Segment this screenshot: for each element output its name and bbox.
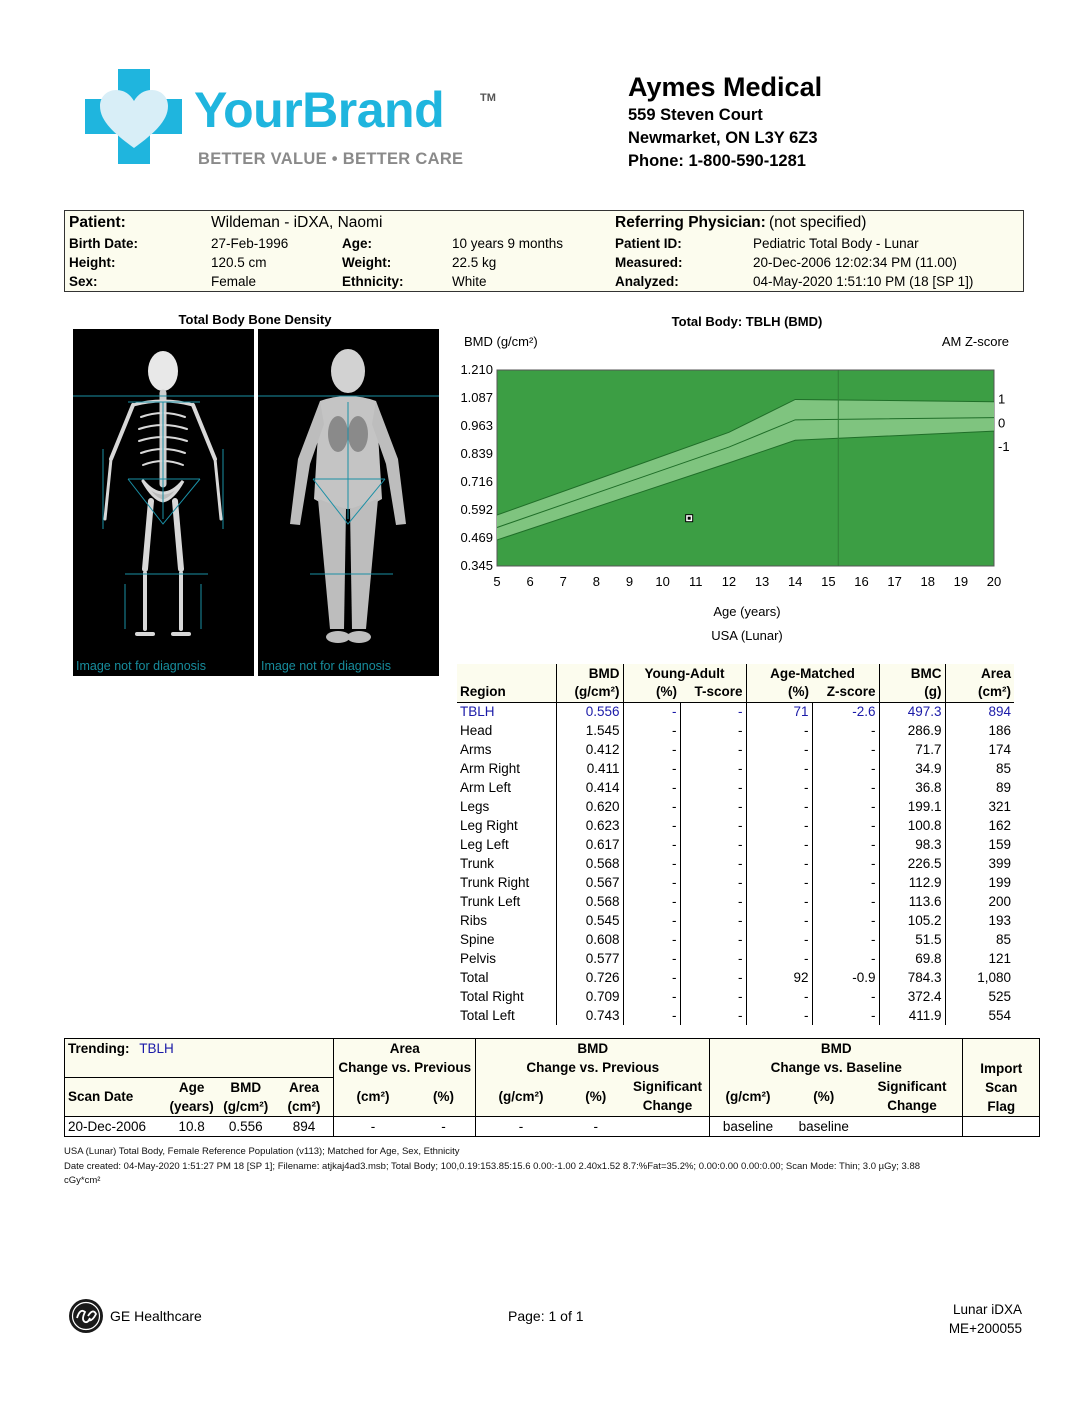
value-cell: - bbox=[746, 778, 812, 797]
value-cell: - bbox=[680, 968, 746, 987]
value-cell: 0.623 bbox=[556, 816, 623, 835]
scan-details-note: Date created: 04-May-2020 1:51:27 PM 18 [SP 1]; Filename: atjkaj4ad3.msb; Total Body; 100,0.19:153.85:15.6 0.00:-1.00 2.40x1.52 8.7:%Fat=35.2%; 0.00:0.00 0.00:0.00; Scan Mode: Thin; 3.0 µGy; 3.88 bbox=[64, 1161, 921, 1172]
trend-value-cell: - bbox=[334, 1116, 412, 1136]
value-cell: 554 bbox=[988, 1007, 1011, 1023]
value-cell: 199.1 bbox=[879, 797, 945, 816]
table-row bbox=[457, 987, 1014, 1006]
table-row bbox=[457, 740, 1014, 759]
trending-table bbox=[64, 1038, 1040, 1137]
value-cell: - bbox=[812, 873, 879, 892]
value-cell: - bbox=[812, 740, 879, 759]
area-unit-header: (cm²) bbox=[287, 1098, 321, 1114]
patient-info-box bbox=[64, 210, 1024, 292]
bmd-base-change-header: Change bbox=[887, 1098, 937, 1114]
physician-value: (not specified) bbox=[769, 214, 867, 231]
trend-value-cell: baseline bbox=[710, 1116, 786, 1136]
header-young-adult: Young-Adult bbox=[623, 664, 746, 683]
measured-label: Measured: bbox=[615, 255, 683, 270]
scan-title: Total Body Bone Density bbox=[178, 312, 332, 327]
sex-value: Female bbox=[211, 274, 257, 289]
import-scan-title: Scan bbox=[985, 1079, 1018, 1095]
value-cell: 105.2 bbox=[879, 911, 945, 930]
value-cell: - bbox=[746, 1006, 812, 1025]
z-score-label: -1 bbox=[998, 439, 1010, 455]
trend-value-cell: - bbox=[566, 1116, 626, 1136]
header-am-pct: (%) bbox=[788, 684, 809, 700]
value-cell: - bbox=[623, 892, 680, 911]
value-cell: 497.3 bbox=[879, 702, 945, 721]
value-cell: - bbox=[812, 987, 879, 1006]
x-tick-label: 20 bbox=[986, 574, 1002, 589]
value-cell: - bbox=[623, 835, 680, 854]
table-row bbox=[457, 968, 1014, 987]
chart-xlabel: Age (years) bbox=[713, 604, 781, 619]
value-cell: 112.9 bbox=[879, 873, 945, 892]
trending-region: TBLH bbox=[139, 1041, 174, 1056]
value-cell: - bbox=[812, 816, 879, 835]
scan-disclaimer-left: Image not for diagnosis bbox=[76, 659, 206, 673]
value-cell: - bbox=[623, 721, 680, 740]
value-cell: 199 bbox=[988, 874, 1011, 890]
trend-value-cell bbox=[862, 1116, 963, 1136]
value-cell: - bbox=[812, 797, 879, 816]
value-cell: 100.8 bbox=[879, 816, 945, 835]
ge-monogram-icon bbox=[68, 1298, 104, 1334]
y-tick-label: 1.210 bbox=[460, 362, 493, 377]
plot-area bbox=[497, 370, 994, 566]
brand-logo bbox=[82, 66, 502, 176]
device-info bbox=[949, 1300, 1022, 1338]
value-cell: 85 bbox=[995, 931, 1011, 947]
scan-details-note-cont: cGy*cm² bbox=[64, 1175, 101, 1186]
table-row bbox=[457, 1006, 1014, 1025]
value-cell: - bbox=[680, 854, 746, 873]
brand-name: YourBrand bbox=[194, 82, 445, 138]
clinic-name: Aymes Medical bbox=[628, 72, 823, 102]
value-cell: 186 bbox=[988, 722, 1011, 738]
value-cell: - bbox=[746, 854, 812, 873]
region-cell: Pelvis bbox=[457, 949, 556, 968]
analyzed-label: Analyzed: bbox=[615, 274, 679, 289]
page-number: Page: 1 of 1 bbox=[508, 1308, 584, 1324]
value-cell: 894 bbox=[945, 702, 1014, 721]
clinic-header bbox=[628, 70, 1048, 173]
device-name: Lunar iDXA bbox=[952, 1302, 1022, 1317]
value-cell: - bbox=[746, 816, 812, 835]
scan-date-cell: 20-Dec-2006 bbox=[65, 1116, 167, 1136]
value-cell: 0.411 bbox=[556, 759, 623, 778]
value-cell: 0.577 bbox=[556, 949, 623, 968]
x-tick-label: 10 bbox=[655, 574, 670, 589]
trend-value-cell: baseline bbox=[786, 1116, 862, 1136]
chart-right-axis-label: AM Z-score bbox=[941, 334, 1009, 349]
x-tick-label: 14 bbox=[787, 574, 803, 589]
value-cell: 0.568 bbox=[556, 854, 623, 873]
age-header: Age bbox=[178, 1079, 205, 1095]
area-change-title: Area bbox=[389, 1041, 420, 1056]
value-cell: 0.726 bbox=[556, 968, 623, 987]
bmd-prev-sig-header: Significant bbox=[633, 1079, 703, 1095]
value-cell: - bbox=[812, 835, 879, 854]
table-row bbox=[457, 702, 1014, 721]
region-cell: Arm Left bbox=[457, 778, 556, 797]
header-bmd: BMD bbox=[556, 664, 623, 683]
value-cell: 286.9 bbox=[879, 721, 945, 740]
table-row bbox=[457, 873, 1014, 892]
value-cell: 525 bbox=[988, 988, 1011, 1004]
value-cell: 34.9 bbox=[879, 759, 945, 778]
x-tick-label: 18 bbox=[920, 574, 935, 589]
area-header: Area bbox=[289, 1079, 320, 1095]
bone-scan-image bbox=[73, 329, 254, 676]
table-row bbox=[457, 930, 1014, 949]
brand-tagline: BETTER VALUE • BETTER CARE bbox=[198, 150, 464, 168]
x-tick-label: 5 bbox=[493, 574, 501, 589]
value-cell: 162 bbox=[988, 817, 1011, 833]
z-score-label: 0 bbox=[998, 415, 1006, 431]
ethnicity-value: White bbox=[452, 274, 487, 289]
soft-tissue-scan-image bbox=[258, 329, 439, 676]
header-bmd-unit: (g/cm²) bbox=[556, 683, 623, 702]
x-tick-label: 7 bbox=[559, 574, 567, 589]
patient-id-label: Patient ID: bbox=[615, 236, 682, 251]
region-cell: Legs bbox=[457, 797, 556, 816]
value-cell: - bbox=[680, 721, 746, 740]
bmd-reference-chart bbox=[450, 308, 1040, 648]
patient-name: Wildeman - iDXA, Naomi bbox=[211, 214, 383, 231]
value-cell: - bbox=[623, 816, 680, 835]
value-cell: - bbox=[623, 873, 680, 892]
value-cell: 0.617 bbox=[556, 835, 623, 854]
bmd-base-sig-header: Significant bbox=[877, 1079, 947, 1095]
table-row bbox=[457, 911, 1014, 930]
value-cell: 89 bbox=[995, 779, 1011, 795]
trend-value-cell: - bbox=[476, 1116, 566, 1136]
value-cell: - bbox=[812, 892, 879, 911]
table-row bbox=[457, 949, 1014, 968]
import-title: Import bbox=[980, 1060, 1023, 1076]
value-cell: - bbox=[623, 854, 680, 873]
bmd-unit-header: (g/cm²) bbox=[223, 1098, 269, 1114]
device-serial: ME+200055 bbox=[948, 1321, 1022, 1336]
value-cell: - bbox=[746, 892, 812, 911]
region-cell: Total Right bbox=[457, 987, 556, 1006]
value-cell: 113.6 bbox=[879, 892, 945, 911]
analyzed-value: 04-May-2020 1:51:10 PM (18 [SP 1]) bbox=[753, 274, 974, 289]
value-cell: - bbox=[812, 930, 879, 949]
sex-label: Sex: bbox=[69, 274, 98, 289]
patient-label: Patient: bbox=[69, 214, 126, 231]
value-cell: - bbox=[680, 740, 746, 759]
x-tick-label: 19 bbox=[953, 574, 969, 589]
value-cell: 1.545 bbox=[556, 721, 623, 740]
x-tick-label: 16 bbox=[854, 574, 869, 589]
x-tick-label: 9 bbox=[625, 574, 634, 589]
value-cell: - bbox=[746, 721, 812, 740]
table-row bbox=[457, 892, 1014, 911]
bmd-base-title: BMD bbox=[820, 1041, 852, 1056]
bmd-base-pct-header: (%) bbox=[813, 1088, 835, 1104]
table-row bbox=[457, 835, 1014, 854]
birth-date-value: 27-Feb-1996 bbox=[211, 236, 289, 251]
value-cell: - bbox=[680, 702, 746, 721]
value-cell: 71.7 bbox=[879, 740, 945, 759]
bmd-prev-pct-header: (%) bbox=[585, 1088, 607, 1104]
value-cell: 321 bbox=[988, 798, 1011, 814]
value-cell: 0.567 bbox=[556, 873, 623, 892]
header-ya-pct: (%) bbox=[656, 684, 677, 700]
value-cell: 85 bbox=[995, 760, 1011, 776]
value-cell: 159 bbox=[988, 836, 1011, 852]
trend-value-cell bbox=[626, 1116, 710, 1136]
y-tick-label: 0.839 bbox=[460, 446, 493, 462]
y-tick-label: 0.469 bbox=[460, 529, 493, 545]
value-cell: - bbox=[812, 759, 879, 778]
trend-value-cell bbox=[963, 1116, 1040, 1136]
y-tick-label: 0.716 bbox=[460, 473, 493, 489]
import-flag-title: Flag bbox=[987, 1098, 1016, 1114]
physician-label: Referring Physician: bbox=[615, 214, 766, 231]
trending-label: Trending: bbox=[68, 1041, 130, 1056]
value-cell: - bbox=[680, 930, 746, 949]
value-cell: - bbox=[746, 873, 812, 892]
value-cell: - bbox=[623, 911, 680, 930]
header-z-score: Z-score bbox=[812, 683, 879, 702]
bmd-header: BMD bbox=[230, 1079, 262, 1095]
table-row bbox=[457, 778, 1014, 797]
x-tick-label: 6 bbox=[526, 574, 534, 589]
height-value: 120.5 cm bbox=[211, 255, 267, 270]
clinic-phone: Phone: 1-800-590-1281 bbox=[628, 152, 806, 170]
bmd-base-subtitle: Change vs. Baseline bbox=[770, 1060, 902, 1075]
weight-value: 22.5 kg bbox=[452, 255, 497, 270]
value-cell: 200 bbox=[988, 893, 1011, 909]
patient-id-value: Pediatric Total Body - Lunar bbox=[753, 236, 919, 251]
value-cell: 372.4 bbox=[879, 987, 945, 1006]
trend-value-cell: - bbox=[412, 1116, 476, 1136]
region-cell: Trunk bbox=[457, 854, 556, 873]
value-cell: - bbox=[623, 1006, 680, 1025]
region-cell: Spine bbox=[457, 930, 556, 949]
birth-date-label: Birth Date: bbox=[69, 236, 139, 251]
value-cell: - bbox=[623, 930, 680, 949]
value-cell: - bbox=[623, 968, 680, 987]
header-age-matched: Age-Matched bbox=[746, 664, 879, 683]
value-cell: - bbox=[746, 835, 812, 854]
value-cell: - bbox=[746, 911, 812, 930]
chart-svg bbox=[450, 308, 1040, 648]
region-cell: Arm Right bbox=[457, 759, 556, 778]
value-cell: - bbox=[680, 892, 746, 911]
clinic-address-line2: Newmarket, ON L3Y 6Z3 bbox=[628, 129, 818, 147]
value-cell: - bbox=[680, 835, 746, 854]
value-cell: 0.743 bbox=[556, 1006, 623, 1025]
value-cell: 0.620 bbox=[556, 797, 623, 816]
value-cell: - bbox=[812, 911, 879, 930]
height-label: Height: bbox=[69, 255, 116, 270]
value-cell: - bbox=[623, 949, 680, 968]
company-name: GE Healthcare bbox=[110, 1308, 202, 1324]
value-cell: -2.6 bbox=[812, 702, 879, 721]
x-tick-label: 17 bbox=[887, 574, 902, 589]
region-cell: Total Left bbox=[457, 1006, 556, 1025]
reference-note: USA (Lunar) Total Body, Female Reference Population (v113); Matched for Age, Sex, Ethnicity bbox=[64, 1146, 460, 1157]
results-table bbox=[457, 664, 1014, 1025]
value-cell: - bbox=[680, 873, 746, 892]
value-cell: - bbox=[812, 1006, 879, 1025]
y-tick-label: 0.963 bbox=[460, 417, 493, 433]
header-area-unit: (cm²) bbox=[978, 684, 1011, 700]
value-cell: 0.556 bbox=[556, 702, 623, 721]
bmd-prev-change-header: Change bbox=[642, 1098, 693, 1114]
x-tick-label: 11 bbox=[689, 574, 703, 589]
value-cell: - bbox=[812, 721, 879, 740]
trending-row bbox=[65, 1116, 1040, 1136]
value-cell: 98.3 bbox=[879, 835, 945, 854]
value-cell: 92 bbox=[746, 968, 812, 987]
header-bmc: BMC bbox=[879, 664, 945, 683]
area-change-subtitle: Change vs. Previous bbox=[338, 1060, 472, 1075]
table-row bbox=[457, 797, 1014, 816]
y-tick-label: 0.345 bbox=[460, 558, 493, 573]
scan-date-header: Scan Date bbox=[65, 1077, 167, 1116]
region-cell: Trunk Right bbox=[457, 873, 556, 892]
region-cell: Ribs bbox=[457, 911, 556, 930]
value-cell: - bbox=[812, 778, 879, 797]
value-cell: 0.414 bbox=[556, 778, 623, 797]
chart-ylabel: BMD (g/cm²) bbox=[464, 334, 538, 349]
x-tick-label: 12 bbox=[721, 574, 737, 589]
age-value: 10 years 9 months bbox=[452, 236, 564, 251]
header-bmc-unit: (g) bbox=[879, 683, 945, 702]
value-cell: - bbox=[746, 949, 812, 968]
measured-value: 20-Dec-2006 12:02:34 PM (11.00) bbox=[753, 255, 957, 270]
weight-label: Weight: bbox=[342, 255, 392, 270]
value-cell: - bbox=[746, 930, 812, 949]
value-cell: 411.9 bbox=[879, 1006, 945, 1025]
bmd-prev-subtitle: Change vs. Previous bbox=[526, 1060, 660, 1075]
region-cell: Leg Left bbox=[457, 835, 556, 854]
region-cell: Trunk Left bbox=[457, 892, 556, 911]
bmd-base-gcm2-header: (g/cm²) bbox=[725, 1088, 771, 1104]
value-cell: 0.568 bbox=[556, 892, 623, 911]
table-row bbox=[457, 854, 1014, 873]
header-t-score: T-score bbox=[680, 683, 746, 702]
trend-value-cell: 10.8 bbox=[167, 1116, 217, 1136]
value-cell: - bbox=[746, 987, 812, 1006]
value-cell: - bbox=[746, 740, 812, 759]
value-cell: 0.545 bbox=[556, 911, 623, 930]
value-cell: 71 bbox=[746, 702, 812, 721]
bmd-prev-title: BMD bbox=[577, 1041, 609, 1056]
table-row bbox=[457, 759, 1014, 778]
value-cell: 69.8 bbox=[879, 949, 945, 968]
region-cell: TBLH bbox=[457, 702, 556, 721]
value-cell: 399 bbox=[988, 855, 1011, 871]
clinic-address-line1: 559 Steven Court bbox=[628, 106, 763, 124]
value-cell: - bbox=[623, 797, 680, 816]
z-score-label: 1 bbox=[998, 391, 1006, 407]
value-cell: - bbox=[680, 987, 746, 1006]
value-cell: 193 bbox=[988, 912, 1011, 928]
header-region: Region bbox=[457, 683, 556, 702]
value-cell: 121 bbox=[988, 950, 1011, 966]
scan-disclaimer-right: Image not for diagnosis bbox=[261, 659, 391, 673]
value-cell: - bbox=[680, 1006, 746, 1025]
table-row bbox=[457, 816, 1014, 835]
x-tick-label: 13 bbox=[754, 574, 770, 589]
patient-marker-dot bbox=[688, 517, 691, 520]
trend-value-cell: 894 bbox=[275, 1116, 334, 1136]
value-cell: 784.3 bbox=[879, 968, 945, 987]
value-cell: - bbox=[680, 778, 746, 797]
chart-subtitle: USA (Lunar) bbox=[711, 628, 783, 643]
value-cell: -0.9 bbox=[812, 968, 879, 987]
header-area: Area bbox=[980, 665, 1011, 681]
heart-cross-icon bbox=[82, 66, 192, 176]
age-unit-header: (years) bbox=[169, 1098, 214, 1114]
y-tick-label: 0.592 bbox=[460, 502, 493, 518]
area-change-pct-header: (%) bbox=[412, 1077, 476, 1116]
x-tick-label: 8 bbox=[592, 574, 601, 589]
value-cell: - bbox=[680, 797, 746, 816]
chart-title: Total Body: TBLH (BMD) bbox=[671, 314, 823, 329]
age-label: Age: bbox=[342, 236, 372, 251]
value-cell: - bbox=[812, 949, 879, 968]
brand-trademark: TM bbox=[480, 92, 496, 104]
value-cell: - bbox=[623, 778, 680, 797]
bmd-prev-gcm2-header: (g/cm²) bbox=[498, 1088, 544, 1104]
value-cell: - bbox=[623, 702, 680, 721]
region-cell: Arms bbox=[457, 740, 556, 759]
value-cell: - bbox=[623, 740, 680, 759]
value-cell: - bbox=[680, 949, 746, 968]
value-cell: - bbox=[746, 759, 812, 778]
value-cell: 1,080 bbox=[977, 969, 1011, 985]
trend-value-cell: 0.556 bbox=[217, 1116, 275, 1136]
value-cell: - bbox=[746, 797, 812, 816]
value-cell: 0.709 bbox=[556, 987, 623, 1006]
table-row bbox=[457, 721, 1014, 740]
area-change-cm2-header: (cm²) bbox=[356, 1088, 390, 1104]
value-cell: - bbox=[812, 854, 879, 873]
value-cell: 174 bbox=[988, 741, 1011, 757]
y-tick-label: 1.087 bbox=[460, 389, 493, 405]
value-cell: 36.8 bbox=[879, 778, 945, 797]
region-cell: Leg Right bbox=[457, 816, 556, 835]
value-cell: - bbox=[623, 759, 680, 778]
value-cell: 51.5 bbox=[879, 930, 945, 949]
value-cell: - bbox=[680, 816, 746, 835]
value-cell: 0.608 bbox=[556, 930, 623, 949]
value-cell: - bbox=[680, 759, 746, 778]
region-cell: Head bbox=[457, 721, 556, 740]
ethnicity-label: Ethnicity: bbox=[342, 274, 404, 289]
value-cell: 226.5 bbox=[879, 854, 945, 873]
value-cell: 0.412 bbox=[556, 740, 623, 759]
region-cell: Total bbox=[457, 968, 556, 987]
value-cell: - bbox=[680, 911, 746, 930]
x-tick-label: 15 bbox=[821, 574, 836, 589]
value-cell: - bbox=[623, 987, 680, 1006]
